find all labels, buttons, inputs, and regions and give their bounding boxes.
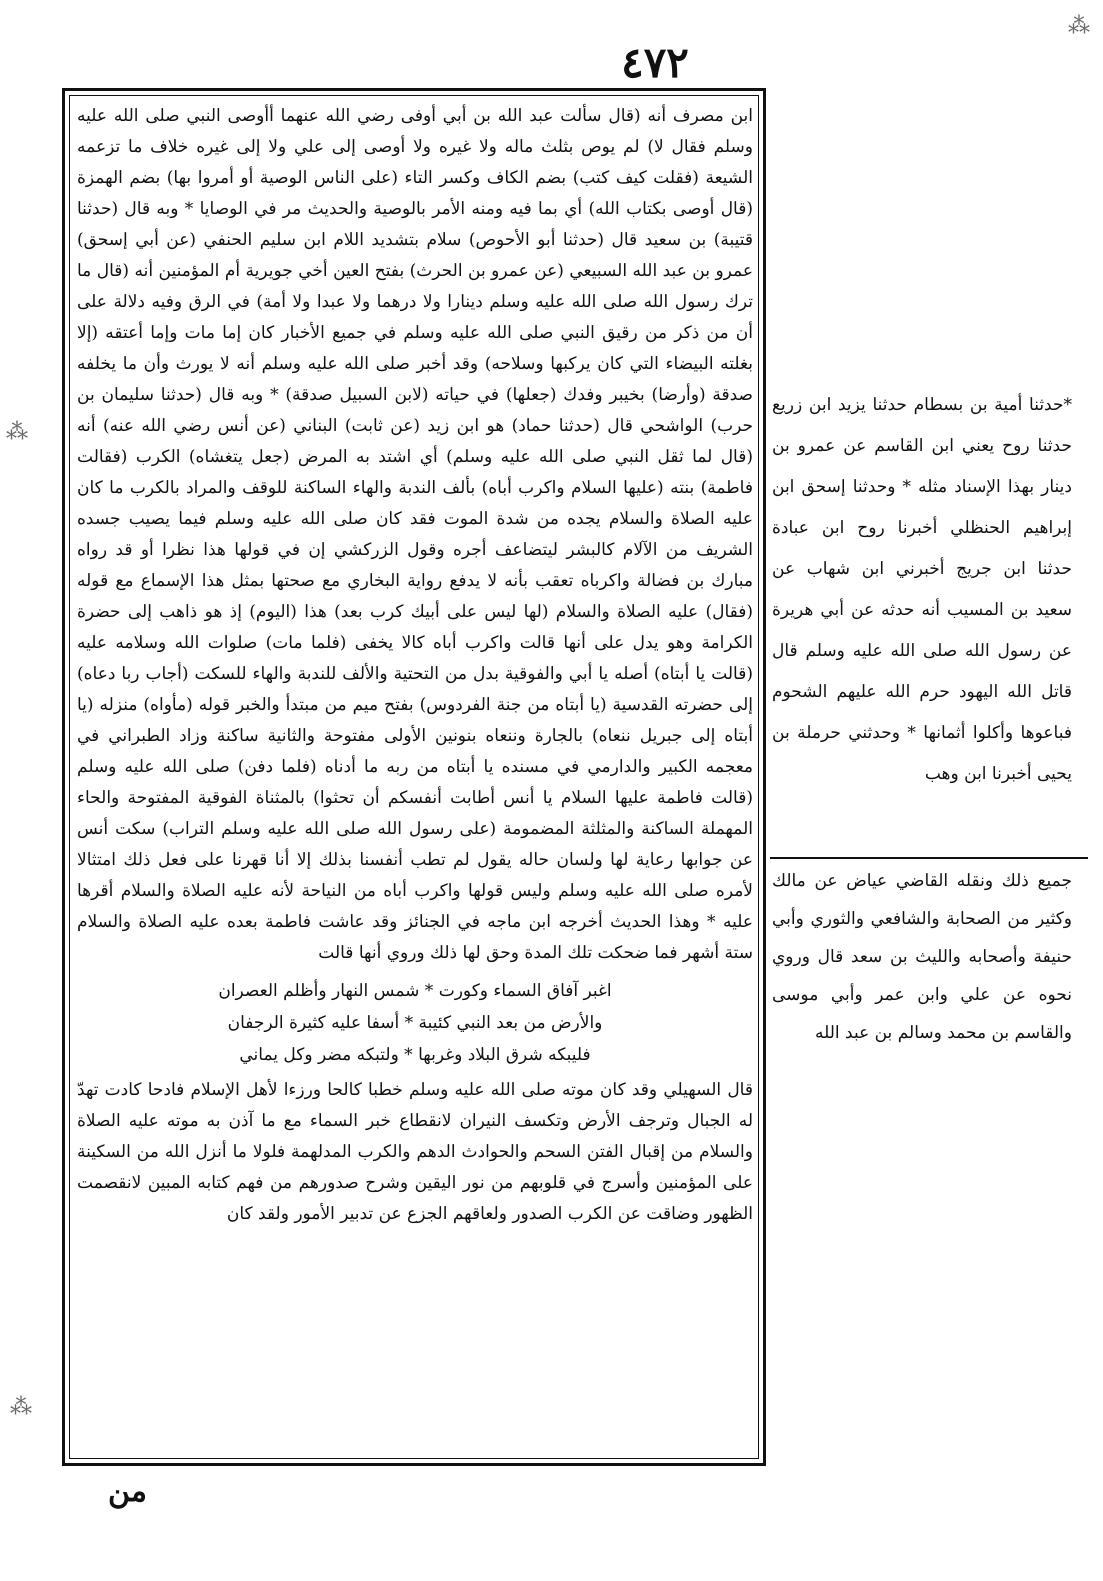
- main-paragraph-closing: قال السهيلي وقد كان موته صلى الله عليه وسلم خطبا كالحا ورزءا لأهل الإسلام فادحا كادت تهدّ له الجبال وترجف الأرض وتكسف النيران لانقطاع خبر السماء مع ما آذن به موته عليه الصلاة والسلام من إقبال الفتن السحم والحوادث الدهم والكرب المدلهمة فلولا ما أنزل الله من السكينة على المؤمنين وأسرج في قلوبهم من نور اليقين وشرح صدورهم من فهم كتابه المبين لانقصمت الظهور وضاقت عن الكرب الصدور ولعاقهم الجزع عن تدبير الأمور ولقد كان: [77, 1080, 753, 1224]
- margin-note-lower: جميع ذلك ونقله القاضي عياض عن مالك وكثير من الصحابة والشافعي والثوري وأبي حنيفة وأصحابه والليث بن سعد قال وروي نحوه عن علي وابن عمر وأبي موسى والقاسم بن محمد وسالم بن عبد الله: [772, 871, 1072, 1043]
- main-text-frame: [62, 88, 766, 1466]
- margin-blemish-mark: ⁂: [10, 1395, 32, 1420]
- poem-verses: [77, 975, 753, 1071]
- poem-verse-line: والأرض من بعد النبي كئيبة * أسفا عليه كثيرة الرجفان: [227, 1013, 603, 1033]
- main-text-body: [77, 101, 753, 1230]
- margin-blemish-mark: ⁂: [6, 420, 28, 445]
- margin-blemish-mark: ⁂: [1068, 14, 1090, 39]
- page-number: ٤٧٢: [621, 38, 689, 87]
- margin-note-divider: [770, 857, 1088, 859]
- catchword: من: [108, 1474, 147, 1509]
- poem-verse-line: اغبر آفاق السماء وكورت * شمس النهار وأظلم العصران: [218, 981, 612, 1001]
- margin-note-upper: *حدثنا أمية بن بسطام حدثنا يزيد ابن زريع حدثنا روح يعني ابن القاسم عن عمرو بن دينار بهذا الإسناد مثله * وحدثنا إسحق ابن إبراهيم الحنظلي أخبرنا روح ابن عبادة حدثنا ابن جريج أخبرني ابن شهاب عن سعيد بن المسيب أنه حدثه عن أبي هريرة عن رسول الله صلى الله عليه وسلم قال قاتل الله اليهود حرم الله عليهم الشحوم فباعوها وأكلوا أثمانها * وحدثني حرملة بن يحيى أخبرنا ابن وهب: [772, 395, 1072, 784]
- main-paragraph: ابن مصرف أنه (قال سألت عبد الله بن أبي أوفى رضي الله عنهما أأوصى النبي صلى الله عليه وسلم فقال لا) لم يوص بثلث ماله ولا غيره ولا أوصى إلى علي ولا إلى غيره خلاف ما تزعمه الشيعة (فقلت كيف كتب) بضم الكاف وكسر التاء (على الناس الوصية أو أمروا بها) بضم الهمزة (قال أوصى بكتاب الله) أي بما فيه ومنه الأمر بالوصية والحديث مر في الوصايا * وبه قال (حدثنا قتيبة) بن سعيد قال (حدثنا أبو الأحوص) سلام بتشديد اللام ابن سليم الحنفي (عن أبي إسحق) عمرو بن عبد الله السبيعي (عن عمرو بن الحرث) بفتح العين أخي جويرية أم المؤمنين أنه (قال ما ترك رسول الله صلى الله عليه وسلم دينارا ولا درهما ولا عبدا ولا أمة) في الرق وفيه دلالة على أن من ذكر من رقيق النبي صلى الله عليه وسلم في جميع الأخبار كان إما مات وإما أعتقه (إلا بغلته البيضاء التي كان يركبها وسلاحه) وقد أخبر صلى الله عليه وسلم أنه لا يورث وأن ما يخلفه صدقة (وأرضا) بخيبر وفدك (جعلها) في حياته (لابن السبيل صدقة) * وبه قال (حدثنا سليمان بن حرب) الواشحي قال (حدثنا حماد) هو ابن زيد (عن ثابت) البناني (عن أنس رضي الله عنه) أنه (قال لما ثقل النبي صلى الله عليه وسلم) أي اشتد به المرض (جعل يتغشاه) الكرب (فقالت فاطمة) بنته (عليها السلام واكرب أباه) بألف الندبة والهاء الساكنة للوقف والمراد بالكرب ما كان عليه الصلاة والسلام يجده من شدة الموت فقد كان صلى الله عليه وسلم فيما يصيب جسده الشريف من الآلام كالبشر ليتضاعف أجره وقول الزركشي إن في قولها هذا نظرا أو قد رواه مبارك بن فضالة واكرباه تعقب بأنه لا يدفع رواية البخاري مع صحتها بمثل هذا الإسماع مع قوله (فقال) عليه الصلاة والسلام (لها ليس على أبيك كرب بعد) هذا (اليوم) إذ هو ذاهب إلى حضرة الكرامة وهو يدل على أنها قالت واكرب أباه كالا يخفى (فلما مات) صلوات الله وسلامه عليه (قالت يا أبتاه) أصله يا أبي والفوقية بدل من التحتية والألف للندبة والهاء للسكت (أجاب ربا دعاه) إلى حضرته القدسية (يا أبتاه من جنة الفردوس) بفتح ميم من مبتدأ والخبر قوله (مأواه) منزله (يا أبتاه إلى جبريل ننعاه) بالجارة وننعاه بنونين الأولى مفتوحة والثانية ساكنة وزاد الطبراني في معجمه الكبير والدارمي في مسنده يا أبتاه من ربه ما أدناه (فلما دفن) صلى الله عليه وسلم (قالت فاطمة عليها السلام يا أنس أطابت أنفسكم أن تحثوا) بالمثناة الفوقية المفتوحة والحاء المهملة الساكنة والمثلثة المضمومة (على رسول الله صلى الله عليه وسلم التراب) سكت أنس عن جوابها رعاية لها ولسان حاله يقول لم تطب أنفسنا بذلك إلا أنا قهرنا على فعل ذلك امتثالا لأمره صلى الله عليه وسلم وليس قولها واكرب أباه من النياحة لأنه عليه الصلاة والسلام أقرها عليه * وهذا الحديث أخرجه ابن ماجه في الجنائز وقد عاشت فاطمة بعده عليه الصلاة والسلام ستة أشهر فما ضحكت تلك المدة وحق لها ذلك وروي أنها قالت: [77, 106, 754, 963]
- poem-verse-line: فليبكه شرق البلاد وغربها * ولتبكه مضر وكل يماني: [239, 1045, 591, 1065]
